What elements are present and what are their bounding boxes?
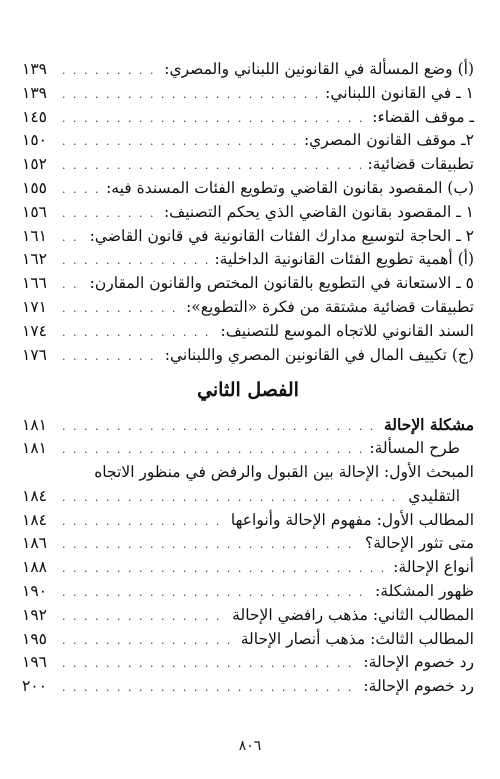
toc-entry-page: ١٥٢ <box>22 155 47 174</box>
toc-entry <box>22 437 474 461</box>
leader-dots <box>62 107 366 131</box>
page-number: ٨٠٦ <box>238 738 262 754</box>
leader-dots <box>62 510 225 534</box>
toc-entry <box>22 580 474 604</box>
toc-entry <box>22 509 474 533</box>
toc-entry-page: ١٣٩ <box>22 60 47 78</box>
toc-entry-wrapped-line <box>22 461 474 485</box>
leader-dots <box>62 178 100 202</box>
toc-entry-page: ١٨٤ <box>22 510 47 529</box>
leader-dots <box>62 130 298 154</box>
toc-entry-page: ٢٠٠ <box>22 677 47 696</box>
toc-entry <box>22 177 474 201</box>
toc-entry-title: السند القانوني للاتجاه الموسع للتصنيف: <box>220 321 474 340</box>
toc-entry-page: ١٧٤ <box>22 321 47 340</box>
leader-dots <box>62 345 159 369</box>
toc-entry-title: ظهور المشكلة: <box>375 581 474 600</box>
leader-dots <box>62 629 235 653</box>
toc-entry <box>22 106 474 130</box>
toc-entry-page: ١٨٤ <box>22 486 47 505</box>
toc-entry-title: ـ موقف القضاء: <box>372 107 474 126</box>
toc-entry <box>22 651 474 675</box>
toc-entry-title: ١ ـ المقصود بقانون القاضي الذي يحكم التصنيف: <box>163 202 474 221</box>
leader-dots <box>62 321 215 345</box>
toc-entry-page: ١٤٥ <box>22 107 47 126</box>
leader-dots <box>62 273 84 297</box>
toc-entry-page: ١٨١ <box>22 416 47 435</box>
toc-entry <box>22 272 474 296</box>
toc-entry-title: ١ ـ في القانون اللبناني: <box>325 83 474 102</box>
toc-entry <box>22 82 474 106</box>
toc-entry-page: ١٦١ <box>22 226 47 245</box>
toc-entry <box>22 344 474 368</box>
toc-entry <box>22 675 474 699</box>
leader-dots <box>62 154 361 178</box>
toc-entry-title: المبحث الأول: الإحالة بين القبول والرفض في منظور الاتجاه <box>94 462 474 481</box>
toc-entry-page: ١٦٢ <box>22 250 47 269</box>
toc-entry <box>22 604 474 628</box>
leader-dots <box>62 297 180 321</box>
toc-entry-title: ٢ـ موقف القانون المصري: <box>303 131 474 150</box>
leader-dots <box>62 226 84 250</box>
toc-entry-title: المطالب الأول: مفهوم الإحالة وأنواعها <box>230 510 474 529</box>
toc-entry <box>22 129 474 153</box>
toc-entry-page: ١٣٩ <box>22 83 47 102</box>
toc-entry <box>22 296 474 320</box>
toc-entry <box>22 320 474 344</box>
toc-entry-title: رد خصوم الإحالة: <box>363 653 474 672</box>
toc-entry-title: (أ) وضع المسألة في القانونين اللبناني والمصري: <box>164 60 474 78</box>
leader-dots <box>62 533 359 557</box>
leader-dots <box>62 59 158 83</box>
toc-entry-page: ١٩٥ <box>22 629 47 648</box>
toc-entry-title: طرح المسألة: <box>369 439 460 458</box>
toc-entry-page: ١٩٠ <box>22 581 47 600</box>
toc-entry-page: ١٧٦ <box>22 345 47 364</box>
leader-dots <box>62 202 158 226</box>
toc-entry-title: المطالب الثاني: مذهب رافضي الإحالة <box>232 605 474 624</box>
toc-entry-title: تطبيقات قضائية مشتقة من فكرة «التطويع»: <box>186 297 474 316</box>
toc-entry-page: ١٦٦ <box>22 274 47 293</box>
leader-dots <box>62 652 357 676</box>
toc-entry-title: (ج) تكييف المال في القانونين المصري واللبناني: <box>164 345 474 364</box>
toc-entry-title: مشكلة الإحالة <box>383 415 474 435</box>
toc-entry-page: ١٥٠ <box>22 131 47 150</box>
leader-dots <box>62 676 357 700</box>
toc-entry-page: ١٨٦ <box>22 534 47 553</box>
toc-entry <box>22 628 474 652</box>
leader-dots <box>62 415 378 439</box>
toc-entry-page: ١٥٦ <box>22 202 47 221</box>
toc-entry-title: أنواع الإحالة: <box>393 558 474 577</box>
toc-entry-page: ١٨١ <box>22 439 47 458</box>
toc-entry-page: ١٥٥ <box>22 178 47 197</box>
leader-dots <box>62 557 387 581</box>
toc-entry-title: المطالب الثالث: مذهب أنصار الإحالة <box>240 629 474 648</box>
leader-dots <box>62 249 208 273</box>
toc-entry-title: (أ) أهمية تطويع الفئات القانونية الداخلية: <box>214 250 474 269</box>
toc-entry-title: (ب) المقصود بقانون القاضي وتطويع الفئات المسندة فيه: <box>106 178 474 197</box>
toc-entry-title: متى تثور الإحالة؟ <box>365 534 474 553</box>
toc-entry <box>22 201 474 225</box>
toc-entry-title: ٥ ـ الاستعانة في التطويع بالقانون المختص والقانون المقارن: <box>89 274 474 293</box>
toc-entry <box>22 532 474 556</box>
table-of-contents <box>22 58 474 699</box>
leader-dots <box>62 605 226 629</box>
toc-entry-page: ١٩٦ <box>22 653 47 672</box>
toc-entry-page: ١٨٨ <box>22 558 47 577</box>
toc-entry-title: رد خصوم الإحالة: <box>363 677 474 696</box>
toc-entry <box>22 485 474 509</box>
toc-entry <box>22 248 474 272</box>
toc-entry <box>22 413 474 437</box>
toc-entry <box>22 225 474 249</box>
toc-entry-page: ١٩٢ <box>22 605 47 624</box>
leader-dots <box>62 581 369 605</box>
chapter-title: الفصل الثاني <box>197 379 299 402</box>
toc-entry-title: ٢ ـ الحاجة لتوسيع مدارك الفئات القانونية في قانون القاضي: <box>89 226 474 245</box>
toc-entry <box>22 556 474 580</box>
toc-entry-page: ١٧١ <box>22 297 47 316</box>
leader-dots <box>62 486 402 510</box>
toc-entry <box>22 58 474 82</box>
toc-entry-title: تطبيقات قضائية: <box>367 155 474 174</box>
leader-dots <box>62 83 319 107</box>
toc-entry-title: التقليدي <box>408 486 460 505</box>
toc-entry <box>22 153 474 177</box>
leader-dots <box>62 438 363 462</box>
